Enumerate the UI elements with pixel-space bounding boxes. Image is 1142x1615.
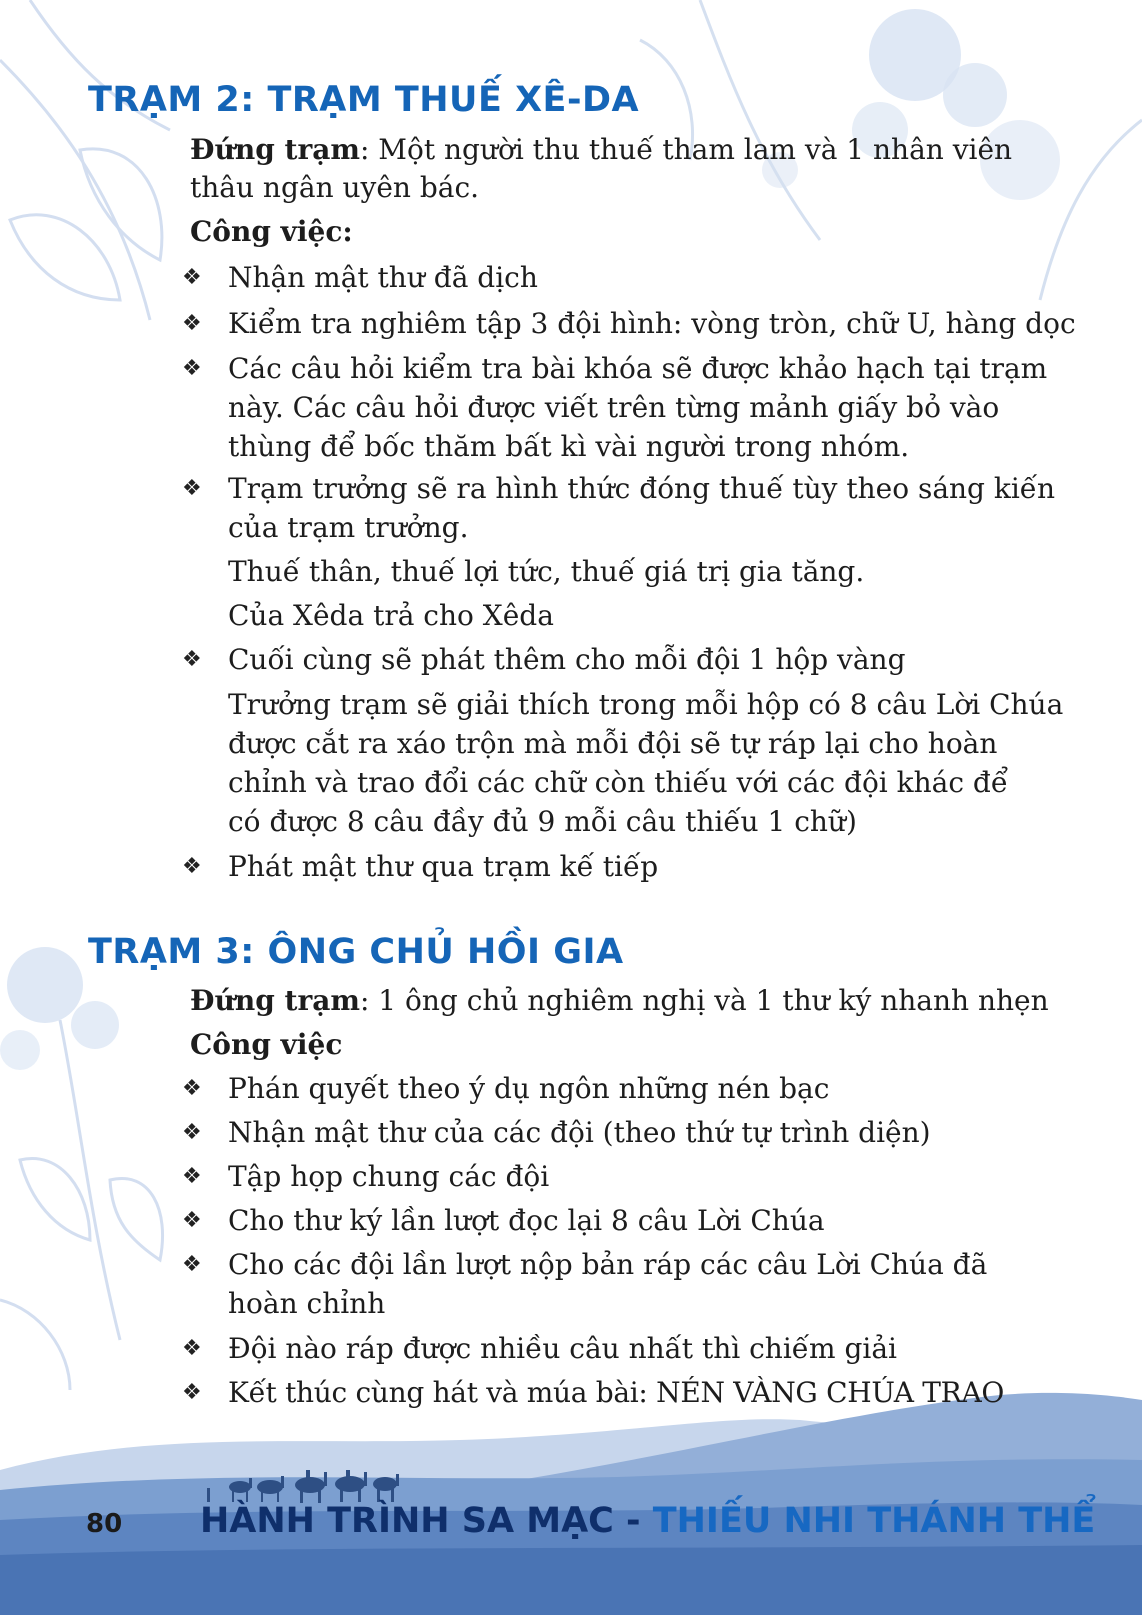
- floral-top-left: [0, 0, 170, 320]
- bullet-icon: ❖: [182, 647, 202, 672]
- floral-top-right: [762, 9, 1060, 200]
- station2-item-3-line1: Các câu hỏi kiểm tra bài khóa sẽ được khảo hạch tại trạm: [228, 352, 1048, 385]
- bullet-icon: ❖: [182, 356, 202, 381]
- book-title: [200, 1498, 1095, 1544]
- book-title-part2: THIẾU NHI THÁNH THỂ: [652, 1501, 1096, 1541]
- station2-item-4-line4: Của Xêda trả cho Xêda: [228, 599, 554, 632]
- bullet-icon: ❖: [182, 1164, 202, 1189]
- station3-item-6: Đội nào ráp được nhiều câu nhất thì chiếm giải: [228, 1332, 897, 1365]
- bullet-icon: ❖: [182, 476, 202, 501]
- station3-item-2: Nhận mật thư của các đội (theo thứ tự trình diện): [228, 1116, 931, 1149]
- bullet-icon: ❖: [182, 311, 202, 336]
- bullet-icon: ❖: [182, 1076, 202, 1101]
- station2-item-4-line3: Thuế thân, thuế lợi tức, thuế giá trị gia tăng.: [228, 555, 865, 588]
- station2-item-4-line1: Trạm trưởng sẽ ra hình thức đóng thuế tùy theo sáng kiến: [228, 472, 1056, 505]
- station2-staff: [190, 131, 1012, 169]
- station3-item-5-line1: Cho các đội lần lượt nộp bản ráp các câu Lời Chúa đã: [228, 1248, 988, 1281]
- bullet-icon: ❖: [182, 1208, 202, 1233]
- station2-staff-label: Đứng trạm: [190, 133, 360, 166]
- station2-staff-text: : Một người thu thuế tham lam và 1 nhân viên: [359, 133, 1013, 166]
- station2-item-3-line2: này. Các câu hỏi được viết trên từng mảnh giấy bỏ vào: [228, 391, 1000, 424]
- station3-tasks-label: Công việc: [190, 1028, 343, 1061]
- station2-item-1: Nhận mật thư đã dịch: [228, 261, 538, 294]
- station2-item-4-line2: của trạm trưởng.: [228, 511, 469, 544]
- station3-item-7: Kết thúc cùng hát và múa bài: NÉN VÀNG CHÚA TRAO: [228, 1376, 1005, 1409]
- bullet-icon: ❖: [182, 1252, 202, 1277]
- page-number: 80: [86, 1509, 123, 1539]
- station3-item-4: Cho thư ký lần lượt đọc lại 8 câu Lời Chúa: [228, 1204, 825, 1237]
- station3-item-5-line2: hoàn chỉnh: [228, 1287, 386, 1320]
- station2-heading: TRẠM 2: TRẠM THUẾ XÊ-DA: [88, 80, 640, 120]
- station2-item-5-line2: Trưởng trạm sẽ giải thích trong mỗi hộp có 8 câu Lời Chúa: [228, 688, 1064, 721]
- station2-item-5-line3: được cắt ra xáo trộn mà mỗi đội sẽ tự ráp lại cho hoàn: [228, 727, 998, 760]
- station3-staff-text: : 1 ông chủ nghiêm nghị và 1 thư ký nhanh nhẹn: [359, 984, 1049, 1017]
- station2-item-6: Phát mật thư qua trạm kế tiếp: [228, 850, 659, 883]
- station2-staff-continued: thâu ngân uyên bác.: [190, 171, 480, 204]
- station2-item-5-line1: Cuối cùng sẽ phát thêm cho mỗi đội 1 hộp vàng: [228, 643, 906, 676]
- station2-item-3-line3: thùng để bốc thăm bất kì vài người trong nhóm.: [228, 430, 910, 463]
- station3-staff-label: Đứng trạm: [190, 984, 360, 1017]
- bullet-icon: ❖: [182, 1336, 202, 1361]
- station2-item-5-line5: có được 8 câu đầy đủ 9 mỗi câu thiếu 1 chữ): [228, 805, 857, 838]
- station3-item-1: Phán quyết theo ý dụ ngôn những nén bạc: [228, 1072, 830, 1105]
- station2-tasks-label: Công việc:: [190, 215, 353, 248]
- floral-left-middle: [0, 947, 163, 1390]
- station2-item-5-line4: chỉnh và trao đổi các chữ còn thiếu với các đội khác để: [228, 766, 1009, 799]
- bullet-icon: ❖: [182, 854, 202, 879]
- station2-item-2: Kiểm tra nghiêm tập 3 đội hình: vòng tròn, chữ U, hàng dọc: [228, 307, 1076, 340]
- station3-item-3: Tập họp chung các đội: [228, 1160, 550, 1193]
- bullet-icon: ❖: [182, 1380, 202, 1405]
- station3-staff: [190, 982, 1049, 1020]
- bullet-icon: ❖: [182, 1120, 202, 1145]
- station3-heading: TRẠM 3: ÔNG CHỦ HỒI GIA: [88, 932, 624, 972]
- book-title-part1: HÀNH TRÌNH SA MẠC -: [200, 1501, 653, 1541]
- bullet-icon: ❖: [182, 265, 202, 290]
